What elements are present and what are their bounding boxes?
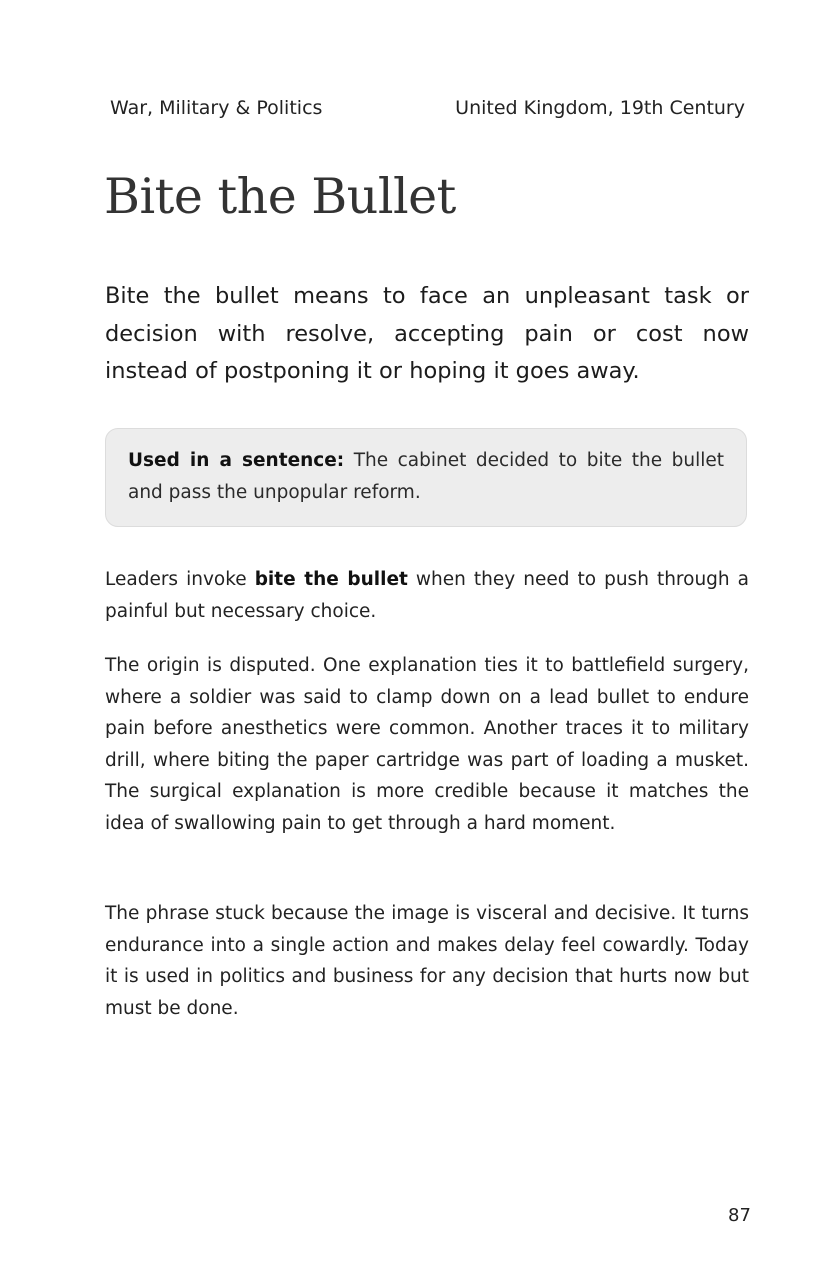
category-label: War, Military & Politics [110,97,323,119]
legacy-paragraph: The phrase stuck because the image is visceral and decisive. It turns endurance into a single action and makes delay feel cowardly. Today it is used in politics and business for any decision that hurts now but must be done. [105,903,749,1019]
example-label: Used in a sentence: [128,450,345,471]
origin-paragraph: The origin is disputed. One explanation ties it to battlefield surgery, where a soldier was said to clamp down on a lead bullet to endure pain before anesthetics were common. Another traces it to military drill, where biting the paper cartridge was part of loading a musket. The surgical explanation is more credible because it matches the idea of swallowing pain to get through a hard moment. [105,655,749,834]
example-callout [105,428,747,527]
definition-paragraph: Bite the bullet means to face an unpleasant task or decision with resolve, accepting pain or cost now instead of postponing it or hoping it goes away. [105,283,749,384]
usage-paragraph [105,564,749,627]
usage-phrase-bold: bite the bullet [254,569,408,590]
entry-title: Bite the Bullet [104,168,456,225]
page-number: 87 [728,1205,751,1226]
usage-text-before: Leaders invoke [105,569,255,590]
running-header [110,97,745,119]
origin-label: United Kingdom, 19th Century [455,97,745,119]
usage-text-after: when they need to push through a painful but necessary choice. [105,569,749,622]
example-sentence: The cabinet decided to bite the bullet and pass the unpopular reform. [128,450,724,503]
